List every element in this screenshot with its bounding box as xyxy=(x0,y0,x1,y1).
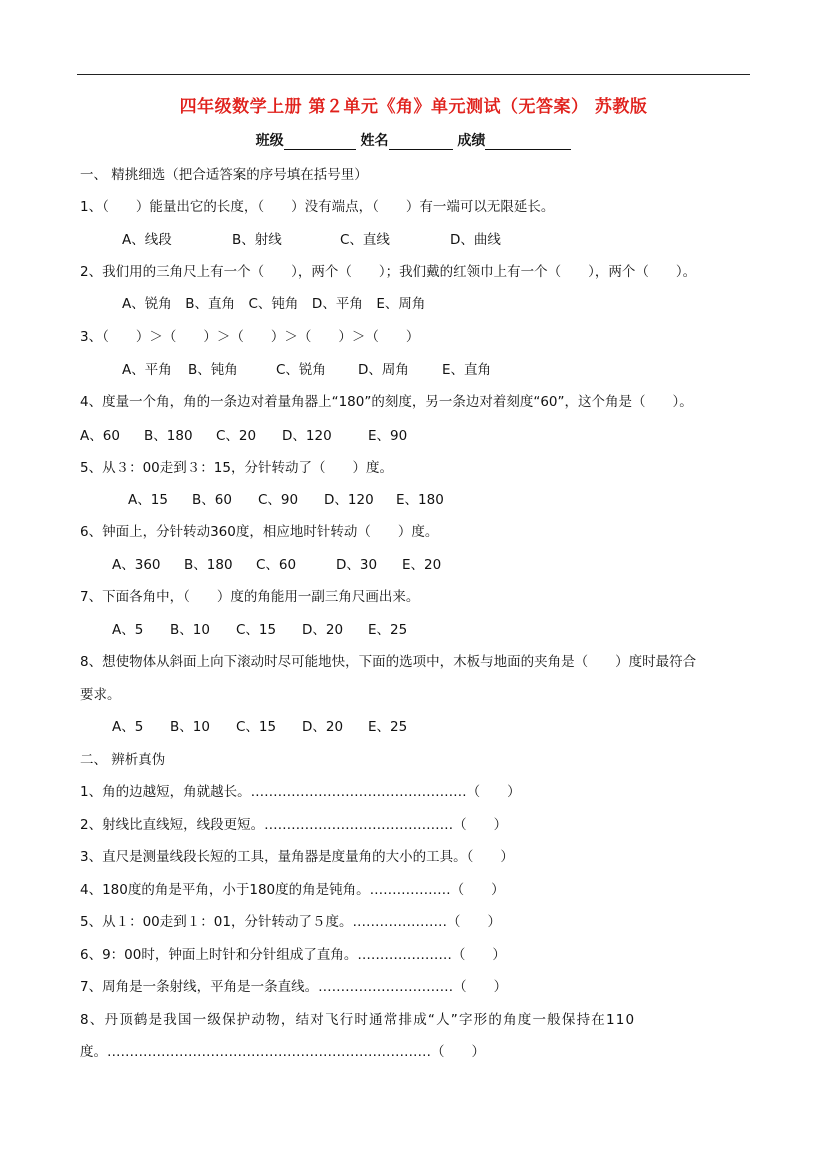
judgment-item-6: 6、9：00时，钟面上时针和分针组成了直角。…………………（ ） xyxy=(80,947,506,963)
option: C、15 xyxy=(236,622,277,638)
question-3: 3、（ ）＞（ ）＞（ ）＞（ ）＞（ ） xyxy=(80,329,420,345)
question-4-options xyxy=(80,424,407,444)
question-3-options xyxy=(122,358,491,378)
option: C、直线 xyxy=(340,232,390,248)
option: D、120 xyxy=(282,428,332,444)
judgment-item-1: 1、角的边越短，角就越长。…………………………………………（ ） xyxy=(80,784,521,800)
option: A、15 xyxy=(128,492,168,508)
option: D、20 xyxy=(302,719,344,735)
option: E、25 xyxy=(368,622,408,638)
score-label: 成绩 xyxy=(457,133,486,149)
option: D、曲线 xyxy=(450,232,501,248)
option: D、30 xyxy=(336,557,378,573)
judgment-item-3: 3、直尺是测量线段长短的工具，量角器是度量角的大小的工具。（ ） xyxy=(80,849,514,865)
section1-heading: 一、 精挑细选（把合适答案的序号填在括号里） xyxy=(80,167,368,183)
option: E、90 xyxy=(368,428,408,444)
judgment-item-8-line-2: 度。………………………………………………………………（ ） xyxy=(80,1044,485,1060)
option: B、180 xyxy=(184,557,233,573)
option: A、5 xyxy=(112,719,144,735)
option: C、15 xyxy=(236,719,277,735)
option: C、20 xyxy=(216,428,257,444)
option: B、钝角 xyxy=(188,362,238,378)
option: B、10 xyxy=(170,622,210,638)
option: A、60 xyxy=(80,428,120,444)
option: B、射线 xyxy=(232,232,282,248)
class-label: 班级 xyxy=(255,133,284,149)
option: A、平角 xyxy=(122,362,172,378)
page-title: 四年级数学上册 第２单元《角》单元测试（无答案） 苏教版 xyxy=(179,97,648,117)
question-6-options xyxy=(112,553,441,573)
option: B、60 xyxy=(192,492,232,508)
question-8-options xyxy=(112,715,407,735)
option: D、120 xyxy=(324,492,374,508)
question-7-options xyxy=(112,618,407,638)
option: A、5 xyxy=(112,622,144,638)
judgment-item-5: 5、从１：00走到１：01，分针转动了５度。…………………（ ） xyxy=(80,914,501,930)
option: C、锐角 xyxy=(276,362,326,378)
name-blank[interactable] xyxy=(389,135,453,150)
question-1: 1、（ ）能量出它的长度，（ ）没有端点，（ ）有一端可以无限延长。 xyxy=(80,199,555,215)
section2-heading: 二、 辨析真伪 xyxy=(80,752,166,768)
question-2-options: A、锐角 B、直角 C、钝角 D、平角 E、周角 xyxy=(122,296,426,312)
option: A、360 xyxy=(112,557,161,573)
judgment-item-8-line-1: 8、丹顶鹤是我国一级保护动物，结对飞行时通常排成“人”字形的角度一般保持在110 xyxy=(80,1012,636,1028)
question-5: 5、从３：00走到３：15，分针转动了（ ）度。 xyxy=(80,460,393,476)
question-8-line-1: 8、想使物体从斜面上向下滚动时尽可能地快，下面的选项中，木板与地面的夹角是（ ）度时最符合 xyxy=(80,654,697,670)
header-rule xyxy=(77,74,750,75)
student-info xyxy=(0,130,827,150)
question-1-options xyxy=(122,228,501,248)
judgment-item-2: 2、射线比直线短，线段更短。……………………………………（ ） xyxy=(80,817,508,833)
option: B、180 xyxy=(144,428,193,444)
option: E、180 xyxy=(396,492,444,508)
option: D、周角 xyxy=(358,362,409,378)
question-4: 4、度量一个角，角的一条边对着量角器上“180”的刻度，另一条边对着刻度“60”，这个角是（ ）。 xyxy=(80,394,693,410)
question-5-options xyxy=(128,488,444,508)
question-8-line-2: 要求。 xyxy=(80,687,121,703)
question-7: 7、下面各角中，（ ）度的角能用一副三角尺画出来。 xyxy=(80,589,420,605)
option: E、直角 xyxy=(442,362,492,378)
option: A、线段 xyxy=(122,232,172,248)
option: D、20 xyxy=(302,622,344,638)
option: E、25 xyxy=(368,719,408,735)
option: C、60 xyxy=(256,557,297,573)
option: B、10 xyxy=(170,719,210,735)
option: E、20 xyxy=(402,557,442,573)
judgment-item-4: 4、180度的角是平角，小于180度的角是钝角。………………（ ） xyxy=(80,882,505,898)
judgment-item-7: 7、周角是一条射线，平角是一条直线。…………………………（ ） xyxy=(80,979,508,995)
question-2: 2、我们用的三角尺上有一个（ ），两个（ ）；我们戴的红领巾上有一个（ ），两个（ ）。 xyxy=(80,264,697,280)
class-blank[interactable] xyxy=(284,135,356,150)
option: C、90 xyxy=(258,492,299,508)
name-label: 姓名 xyxy=(360,133,389,149)
question-6: 6、钟面上，分针转动360度，相应地时针转动（ ）度。 xyxy=(80,524,439,540)
score-blank[interactable] xyxy=(485,135,571,150)
